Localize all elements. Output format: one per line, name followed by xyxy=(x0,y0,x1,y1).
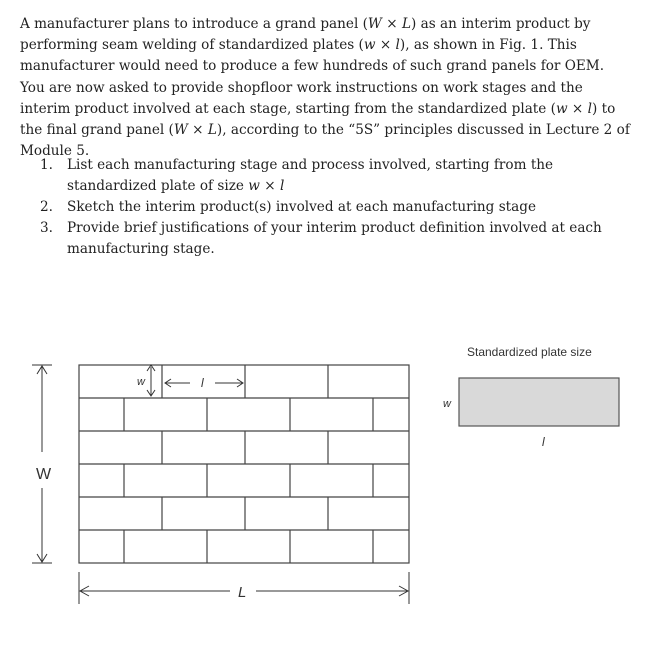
grand-panel xyxy=(79,365,409,563)
math-variable: l xyxy=(587,100,592,117)
text-run: Provide brief justifications of your interim product definition involved at each manufacturing stage. xyxy=(67,220,602,257)
plate-l-label: l xyxy=(201,376,204,390)
math-variable: W xyxy=(367,16,382,32)
text-run: × xyxy=(381,16,402,32)
task-number: 3. xyxy=(40,220,53,236)
task-number: 1. xyxy=(40,157,53,173)
text-run: ) to the final grand panel ( xyxy=(20,100,616,139)
text-run: A manufacturer plans to introduce a grand panel ( xyxy=(20,16,368,32)
std-plate-width-label: w xyxy=(443,398,451,410)
math-variable: w xyxy=(363,37,376,54)
panel-length-label: L xyxy=(238,584,247,601)
text-run: Sketch the interim product(s) involved at each manufacturing stage xyxy=(67,199,536,215)
math-variable: L xyxy=(401,16,411,32)
math-variable: W xyxy=(173,122,188,139)
std-plate-title: Standardized plate size xyxy=(467,345,592,359)
std-plate xyxy=(459,378,619,426)
std-plate-length-label: l xyxy=(542,435,545,449)
math-variable: w xyxy=(248,178,260,194)
text-run: × xyxy=(259,178,280,194)
plate-w-label: w xyxy=(137,376,145,388)
panel-seams xyxy=(79,365,409,563)
panel-height-dimension xyxy=(32,365,52,563)
panel-height-label: W xyxy=(36,466,52,483)
text-run: ), according to the “5S” principles discussed in Lecture 2 of Module 5. xyxy=(20,122,630,160)
math-variable: l xyxy=(279,178,285,194)
text-run: × xyxy=(567,100,588,117)
text-run: ), as shown in Fig. 1. This manufacturer would need to produce a few hundreds of such grand panels for OEM. You are now asked to provide shopfloor work instructions on work stages and the interim product involved at each stage, starting from the standardized plate ( xyxy=(20,37,605,117)
task-number: 2. xyxy=(40,199,53,215)
text-run: ) as an interim product by performing seam welding of standardized plates ( xyxy=(20,16,591,54)
text-run: × xyxy=(187,122,208,139)
text-run: List each manufacturing stage and process involved, starting from the standardized plate of size xyxy=(67,157,554,194)
math-variable: w xyxy=(555,100,568,117)
math-variable: l xyxy=(395,37,400,54)
math-variable: L xyxy=(207,122,217,139)
text-run: × xyxy=(375,37,396,54)
